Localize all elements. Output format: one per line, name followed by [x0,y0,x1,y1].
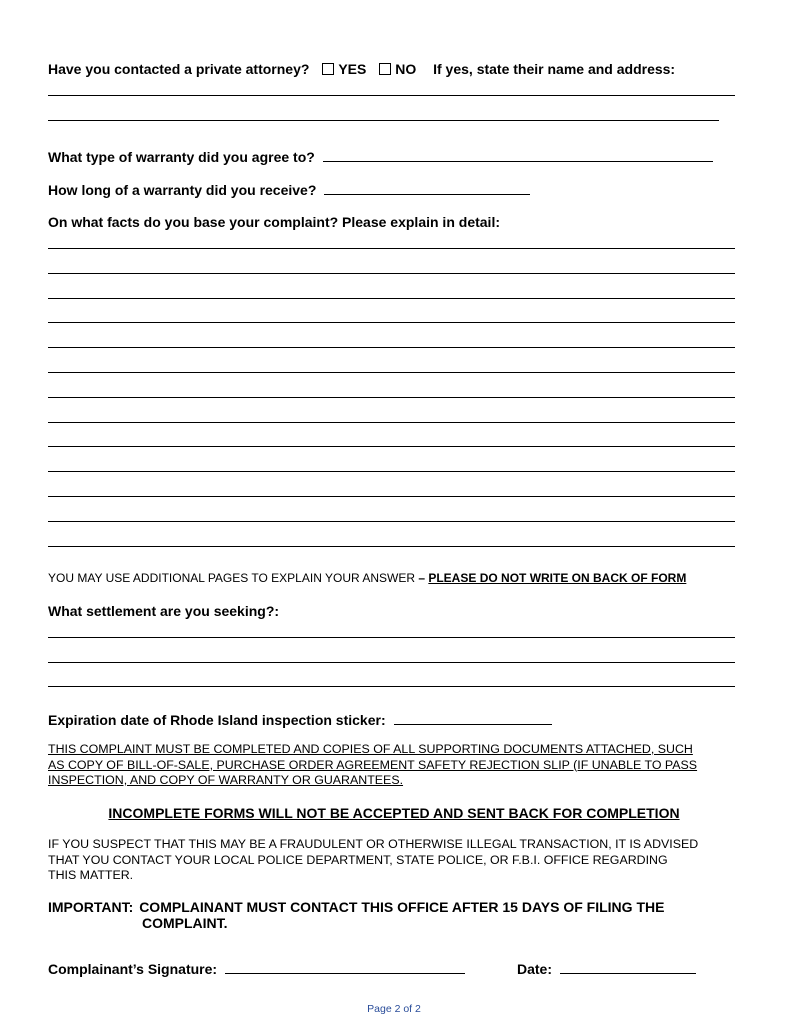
complaint-line[interactable] [48,422,735,423]
additional-pages-note [48,571,686,585]
complaint-line[interactable] [48,546,735,547]
attorney-question: Have you contacted a private attorney? [48,61,310,77]
additional-pages-text: YOU MAY USE ADDITIONAL PAGES TO EXPLAIN YOUR ANSWER [48,571,415,585]
back-of-form-warning: PLEASE DO NOT WRITE ON BACK OF FORM [428,571,687,585]
incomplete-forms-notice: INCOMPLETE FORMS WILL NOT BE ACCEPTED AND SENT BACK FOR COMPLETION [108,805,680,821]
inspection-row [48,711,552,728]
attorney-question-row [48,61,675,77]
fraud-notice-paragraph [48,837,698,884]
important-line-2: COMPLAINT. [142,915,228,931]
fraud-notice-line-1: IF YOU SUSPECT THAT THIS MAY BE A FRAUDULENT OR OTHERWISE ILLEGAL TRANSACTION, IT IS ADVISED [48,837,699,851]
fraud-notice-line-2: THAT YOU CONTACT YOUR LOCAL POLICE DEPARTMENT, STATE POLICE, OR F.B.I. OFFICE REGARDING [48,852,668,867]
date-field[interactable] [560,960,696,974]
complaint-line[interactable] [48,347,735,348]
signature-field[interactable] [225,960,465,974]
settlement-line[interactable] [48,662,735,663]
date-row [517,960,696,977]
complaint-line[interactable] [48,298,735,299]
inspection-date-field[interactable] [394,711,552,725]
warranty-type-row [48,148,713,165]
settlement-line[interactable] [48,686,735,687]
warranty-length-row [48,181,530,198]
warranty-type-field[interactable] [323,148,713,162]
requirements-line-3: INSPECTION, AND COPY OF WARRANTY OR GUARANTEES. [48,773,404,787]
attorney-answer-line-1[interactable] [48,95,735,96]
complaint-line[interactable] [48,471,735,472]
fraud-notice-line-3: THIS MATTER. [48,868,134,882]
settlement-line[interactable] [48,637,735,638]
note-dash: – [415,571,429,585]
complaint-line[interactable] [48,273,735,274]
no-checkbox[interactable] [379,63,391,75]
important-notice [48,899,664,915]
requirements-paragraph [48,742,697,789]
complaint-line[interactable] [48,521,735,522]
no-label: NO [395,61,417,77]
settlement-question: What settlement are you seeking?: [48,603,280,619]
complaint-line[interactable] [48,322,735,323]
inspection-question: Expiration date of Rhode Island inspection sticker: [48,712,386,728]
warranty-type-question: What type of warranty did you agree to? [48,149,315,165]
complaint-line[interactable] [48,496,735,497]
signature-label: Complainant’s Signature: [48,961,218,977]
warranty-length-question: How long of a warranty did you receive? [48,182,317,198]
date-label: Date: [517,961,553,977]
complaint-line[interactable] [48,248,735,249]
complaint-line[interactable] [48,446,735,447]
complaint-facts-question: On what facts do you base your complaint? Please explain in detail: [48,214,500,230]
attorney-followup: If yes, state their name and address: [433,61,676,77]
attorney-answer-line-2[interactable] [48,120,719,121]
complaint-line[interactable] [48,372,735,373]
signature-row [48,960,465,977]
important-line-1: COMPLAINANT MUST CONTACT THIS OFFICE AFTER 15 DAYS OF FILING THE [139,899,665,915]
requirements-line-2: AS COPY OF BILL-OF-SALE, PURCHASE ORDER AGREEMENT SAFETY REJECTION SLIP (IF UNABLE TO PASS [48,757,698,772]
warranty-length-field[interactable] [324,181,530,195]
yes-label: YES [338,61,367,77]
requirements-line-1: THIS COMPLAINT MUST BE COMPLETED AND COPIES OF ALL SUPPORTING DOCUMENTS ATTACHED, SUCH [48,742,693,756]
important-label: IMPORTANT: [48,899,134,915]
yes-checkbox[interactable] [322,63,334,75]
page-number: Page 2 of 2 [367,1003,421,1015]
complaint-line[interactable] [48,397,735,398]
